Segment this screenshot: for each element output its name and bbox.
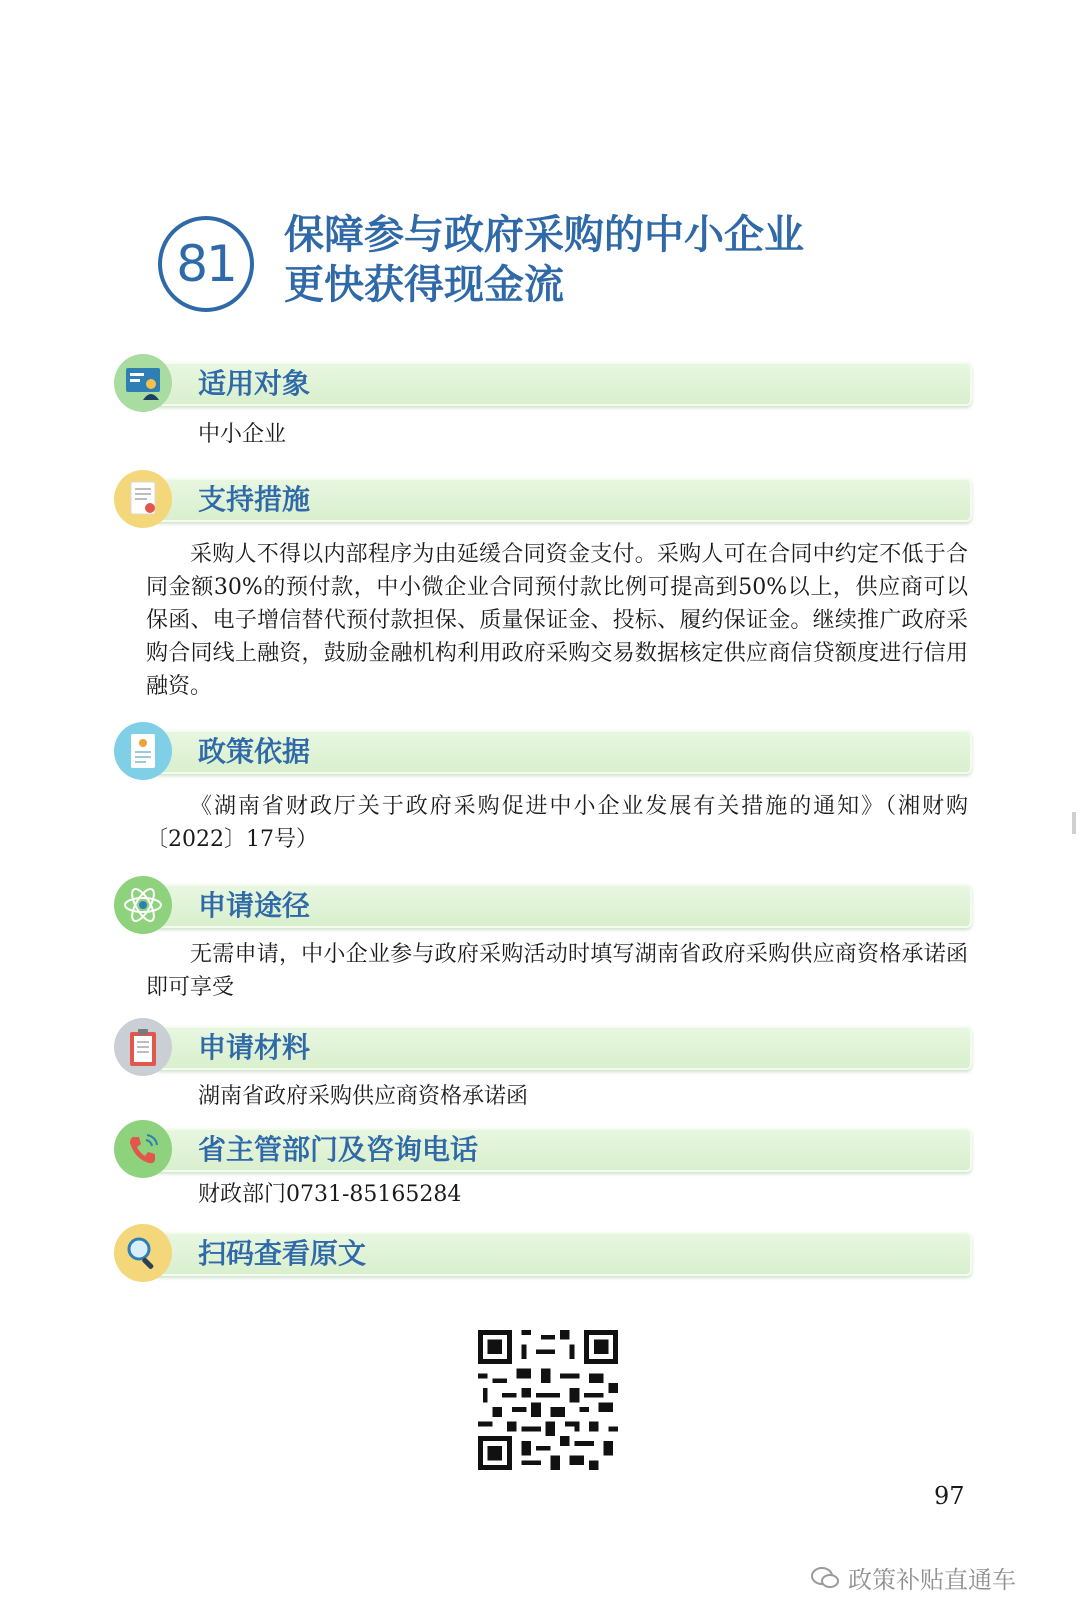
section-title: 省主管部门及咨询电话 — [198, 1133, 479, 1166]
page-title-line-2: 更快获得现金流 — [284, 262, 564, 308]
edge-mark — [1072, 812, 1076, 834]
apply-path-text: 无需申请，中小企业参与政府采购活动时填写湖南省政府采购供应商资格承诺函即可享受 — [146, 942, 968, 1000]
title-block — [158, 210, 918, 320]
magnifier-icon — [114, 1224, 172, 1282]
watermark — [810, 1560, 1016, 1595]
section-title: 申请材料 — [198, 1031, 311, 1064]
section-header-contact — [114, 1120, 972, 1180]
presentation-person-icon — [114, 354, 172, 412]
clipboard-icon — [114, 1018, 172, 1076]
section-title: 政策依据 — [198, 735, 311, 768]
page-title — [284, 210, 804, 310]
basis-text: 《湖南省财政厅关于政府采购促进中小企业发展有关措施的通知》（湘财购〔2022〕17号） — [146, 794, 968, 852]
contact-text: 财政部门0731-85165284 — [198, 1182, 462, 1207]
item-number-badge: 81 — [158, 216, 254, 312]
policy-document-icon — [114, 722, 172, 780]
scope-text: 中小企业 — [198, 422, 287, 447]
measures-text: 采购人不得以内部程序为由延缓合同资金支付。采购人可在合同中约定不低于合同金额30%的预付款，中小微企业合同预付款比例可提高到50%以上，供应商可以保函、电子增信替代预付款担保、质量保证金、投标、履约保证金。继续推广政府采购合同线上融资，鼓励金融机构利用政府采购交易数据核定供应商信贷额度进行信用融资。 — [146, 542, 968, 699]
section-header-materials — [114, 1018, 972, 1078]
materials-text: 湖南省政府采购供应商资格承诺函 — [198, 1084, 529, 1109]
section-title: 扫码查看原文 — [198, 1237, 367, 1270]
section-header-scope — [114, 354, 972, 414]
qr-code[interactable] — [478, 1330, 618, 1470]
wechat-icon — [810, 1566, 840, 1590]
section-header-measures — [114, 470, 972, 530]
section-title: 适用对象 — [198, 367, 311, 400]
section-header-basis — [114, 722, 972, 782]
watermark-text: 政策补贴直通车 — [848, 1566, 1016, 1594]
atom-icon — [114, 876, 172, 934]
certificate-document-icon — [114, 470, 172, 528]
section-header-apply-path — [114, 876, 972, 936]
phone-icon — [114, 1120, 172, 1178]
page-number: 97 — [934, 1482, 965, 1510]
section-title: 支持措施 — [198, 483, 311, 516]
section-header-scan — [114, 1224, 972, 1284]
page-title-line-1: 保障参与政府采购的中小企业 — [284, 212, 804, 258]
section-title: 申请途径 — [198, 889, 311, 922]
